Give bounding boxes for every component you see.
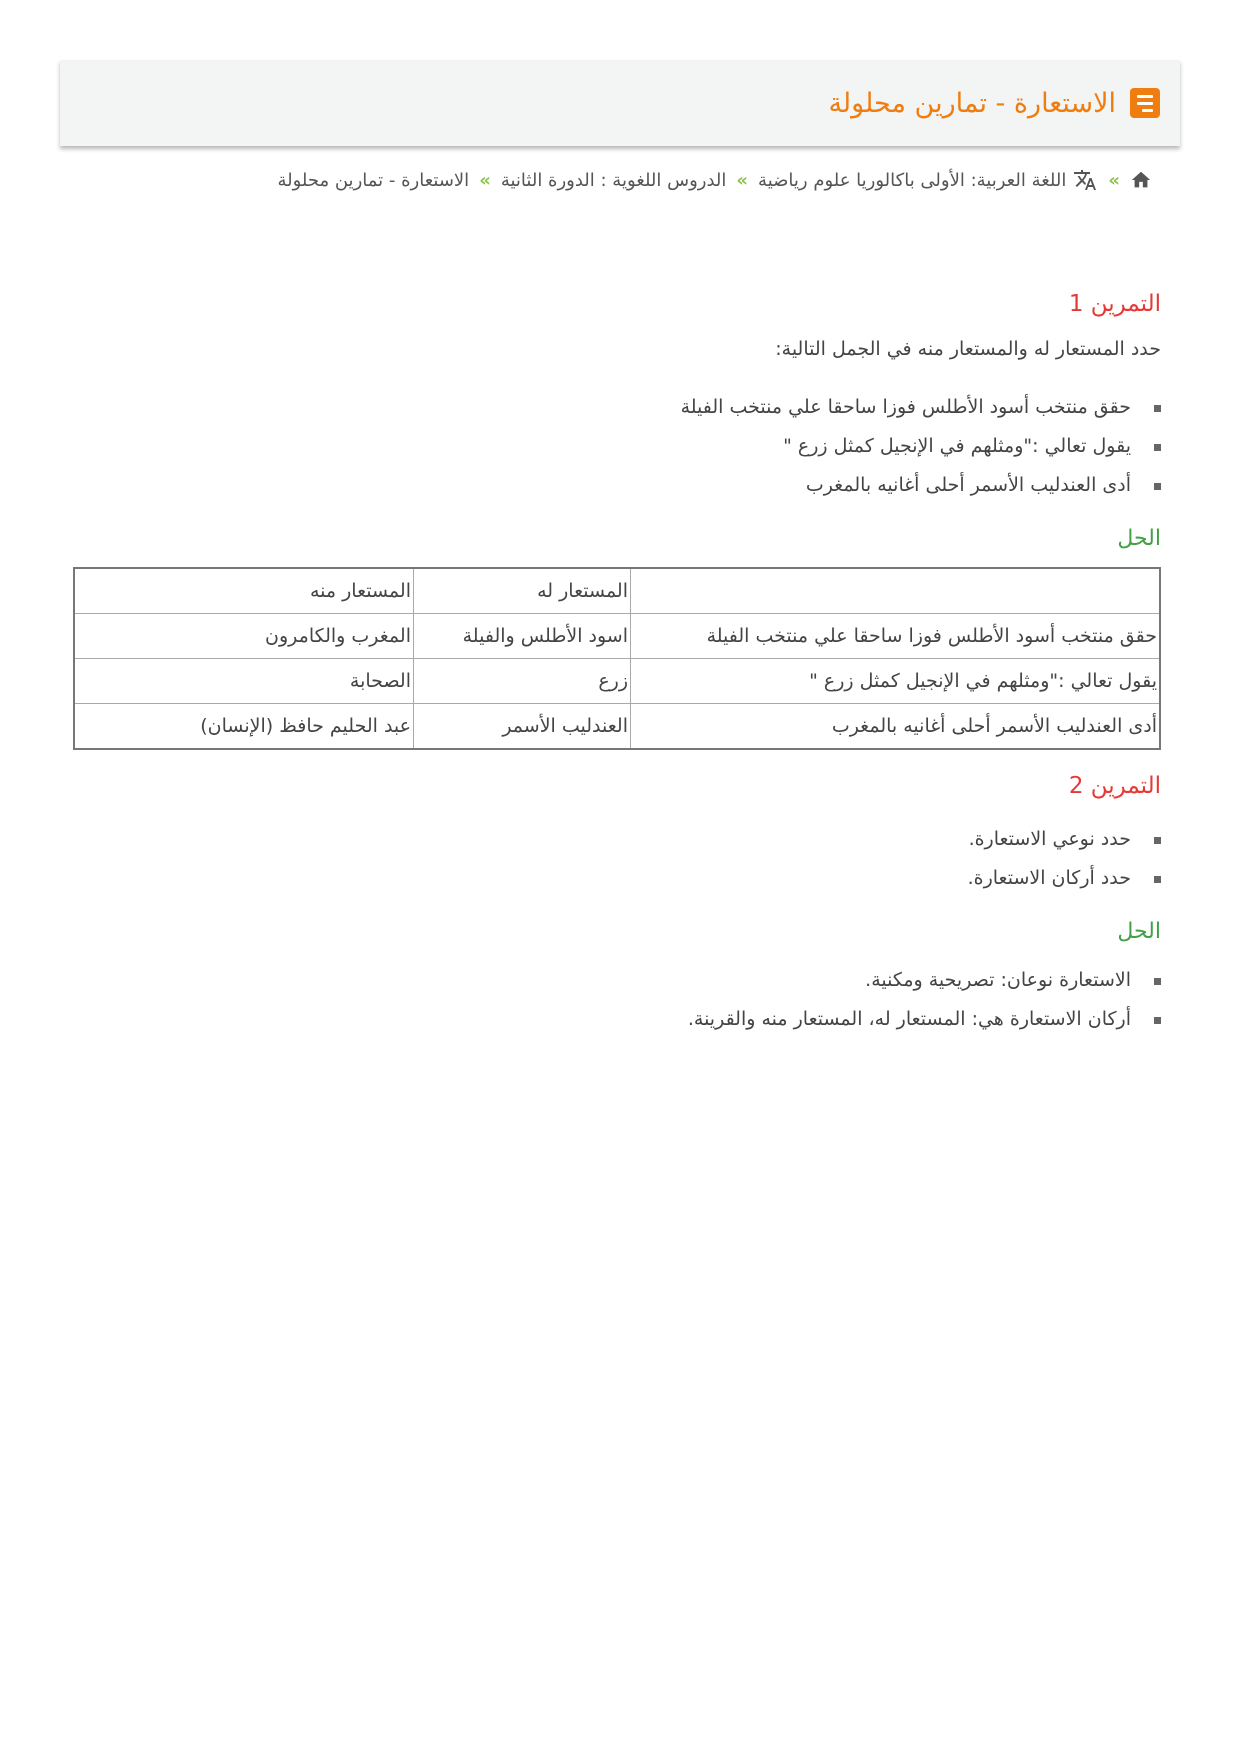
list-item: أدى العندليب الأسمر أحلى أغانيه بالمغرب [73, 466, 1131, 505]
table-row [74, 659, 1160, 704]
main-content [73, 290, 1161, 1059]
breadcrumb-item-subject[interactable]: اللغة العربية: الأولى باكالوريا علوم رياضية [758, 169, 1067, 191]
breadcrumb-item-category[interactable]: الدروس اللغوية : الدورة الثانية [500, 169, 727, 191]
table-cell: الصحابة [74, 659, 414, 704]
list-item: يقول تعالي :"ومثلهم في الإنجيل كمثل زرع " [73, 427, 1131, 466]
exercise-1-title: التمرين 1 [1068, 291, 1161, 317]
breadcrumb-separator: » [1108, 169, 1120, 191]
exercise-1-solution-title: الحل [1117, 525, 1161, 551]
exercise-2-solution-title: الحل [1117, 919, 1161, 945]
exercise-2-solution-list [73, 961, 1161, 1039]
table-row [74, 704, 1160, 750]
document-icon [1130, 88, 1160, 118]
breadcrumb-separator: » [479, 169, 491, 191]
table-header-cell: المستعار له [414, 568, 631, 614]
table-cell: يقول تعالي :"ومثلهم في الإنجيل كمثل زرع " [631, 659, 1161, 704]
exercise-2-title: التمرين 2 [1068, 773, 1161, 800]
home-icon[interactable] [1130, 169, 1152, 191]
list-item: أركان الاستعارة هي: المستعار له، المستعار منه والقرينة. [73, 1000, 1131, 1039]
table-row [74, 614, 1160, 659]
exercise-1-list [73, 388, 1161, 505]
table-cell: المغرب والكامرون [74, 614, 414, 659]
exercise-1-intro: حدد المستعار له والمستعار منه في الجمل التالية: [775, 337, 1161, 360]
metaphor-table [73, 567, 1161, 750]
breadcrumb [150, 168, 1152, 192]
table-cell: عبد الحليم حافظ (الإنسان) [74, 704, 414, 750]
table-header-cell: المستعار منه [74, 568, 414, 614]
table-cell: أدى العندليب الأسمر أحلى أغانيه بالمغرب [631, 704, 1161, 750]
page-header [60, 60, 1180, 146]
list-item: الاستعارة نوعان: تصريحية ومكنية. [73, 961, 1131, 1000]
page-title: الاستعارة - تمارين محلولة [828, 87, 1116, 119]
list-item: حقق منتخب أسود الأطلس فوزا ساحقا علي منتخب الفيلة [73, 388, 1131, 427]
table-header-row [74, 568, 1160, 614]
table-header-cell [631, 568, 1161, 614]
breadcrumb-item-current: الاستعارة - تمارين محلولة [277, 169, 470, 191]
list-item: حدد أركان الاستعارة. [73, 859, 1131, 898]
exercise-2-list [73, 820, 1161, 898]
translate-icon [1072, 168, 1098, 192]
breadcrumb-separator: » [736, 169, 749, 191]
table-cell: حقق منتخب أسود الأطلس فوزا ساحقا علي منتخب الفيلة [631, 614, 1161, 659]
table-cell: العندليب الأسمر [414, 704, 631, 750]
table-cell: زرع [414, 659, 631, 704]
table-cell: اسود الأطلس والفيلة [414, 614, 631, 659]
list-item: حدد نوعي الاستعارة. [73, 820, 1131, 859]
